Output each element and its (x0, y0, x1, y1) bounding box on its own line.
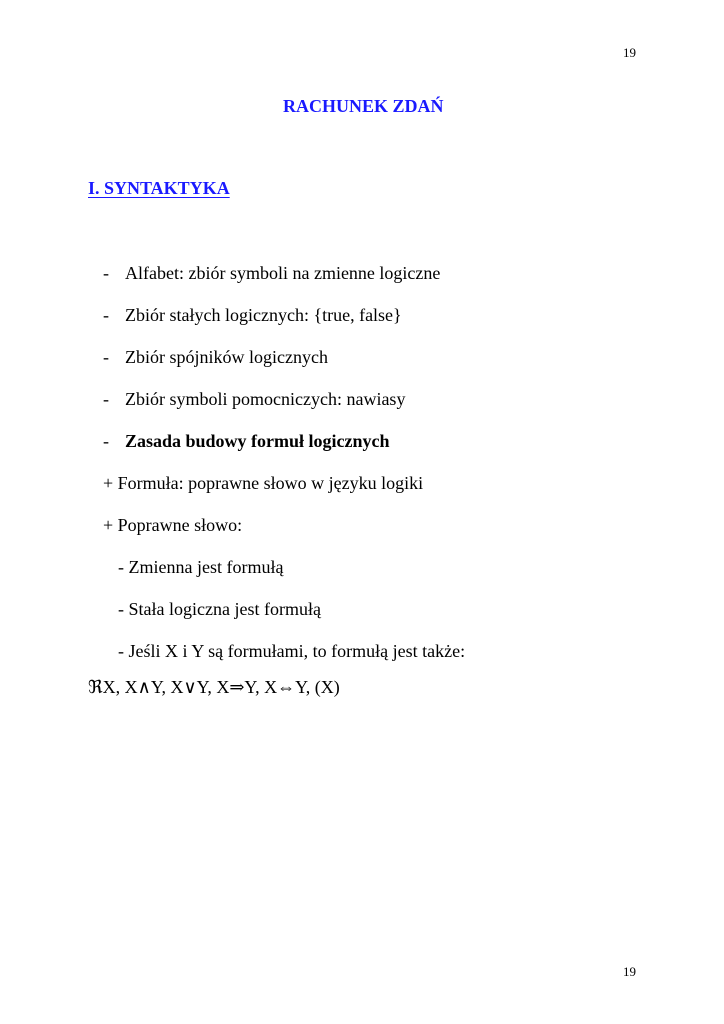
formula-line: ℜX, X∧Y, X∨Y, X⇒Y, X⇔Y, (X) (88, 677, 340, 697)
sub-item: - Jeśli X i Y są formułami, to formułą jest także: (118, 641, 466, 661)
page-title: RACHUNEK ZDAŃ (283, 96, 444, 116)
list-item-text: Zbiór stałych logicznych: {true, false} (125, 305, 402, 325)
page-number-top: 19 (623, 45, 636, 60)
list-item-text: Zasada budowy formuł logicznych (125, 431, 390, 451)
list-dash: - (103, 305, 109, 325)
list-dash: - (103, 347, 109, 367)
section-heading: I. SYNTAKTYKA (88, 178, 230, 198)
sub-item: - Zmienna jest formułą (118, 557, 284, 577)
plus-item: + Poprawne słowo: (103, 515, 243, 535)
page-number-bottom: 19 (623, 964, 636, 979)
list-dash: - (103, 263, 109, 283)
list-dash: - (103, 431, 109, 451)
sub-item: - Stała logiczna jest formułą (118, 599, 321, 619)
list-dash: - (103, 389, 109, 409)
plus-item: + Formuła: poprawne słowo w języku logiki (103, 473, 424, 493)
list-item-text: Zbiór spójników logicznych (125, 347, 328, 367)
list-item-text: Zbiór symboli pomocniczych: nawiasy (125, 389, 406, 409)
list-item-text: Alfabet: zbiór symboli na zmienne logiczne (125, 263, 441, 283)
